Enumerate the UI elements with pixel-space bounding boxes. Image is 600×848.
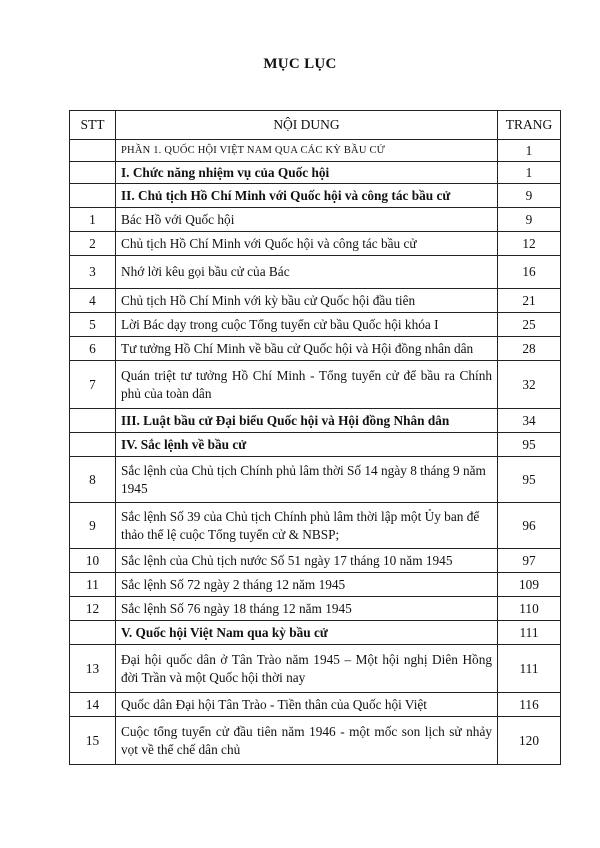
header-page: TRANG: [498, 111, 561, 140]
table-row: [70, 409, 561, 433]
row-content: Quốc dân Đại hội Tân Trào - Tiền thân của Quốc hội Việt: [116, 693, 498, 717]
row-page: 111: [498, 621, 561, 645]
row-content: IV. Sắc lệnh về bầu cử: [116, 433, 498, 457]
table-row: [70, 162, 561, 184]
row-stt: 11: [70, 573, 116, 597]
row-stt: [70, 409, 116, 433]
row-page: 120: [498, 717, 561, 765]
row-content: Sắc lệnh của Chủ tịch nước Số 51 ngày 17 tháng 10 năm 1945: [116, 549, 498, 573]
row-content: I. Chức năng nhiệm vụ của Quốc hội: [116, 162, 498, 184]
row-page: 95: [498, 433, 561, 457]
row-page: 111: [498, 645, 561, 693]
row-content: Sắc lệnh Số 39 của Chủ tịch Chính phủ lâm thời lập một Ủy ban để thảo thể lệ cuộc Tổng tuyển cử & NBSP;: [116, 503, 498, 549]
row-content: PHẦN 1. QUỐC HỘI VIỆT NAM QUA CÁC KỲ BẦU CỬ: [116, 140, 498, 162]
row-stt: 13: [70, 645, 116, 693]
row-stt: [70, 162, 116, 184]
row-content: Chủ tịch Hồ Chí Minh với kỳ bầu cử Quốc hội đầu tiên: [116, 289, 498, 313]
row-stt: [70, 433, 116, 457]
row-page: 25: [498, 313, 561, 337]
row-page: 95: [498, 457, 561, 503]
table-row: [70, 621, 561, 645]
table-row: [70, 693, 561, 717]
table-row: [70, 457, 561, 503]
row-stt: 1: [70, 208, 116, 232]
table-header-row: [70, 111, 561, 140]
table-row: [70, 597, 561, 621]
row-page: 34: [498, 409, 561, 433]
row-page: 97: [498, 549, 561, 573]
row-page: 109: [498, 573, 561, 597]
table-row: [70, 549, 561, 573]
row-stt: 5: [70, 313, 116, 337]
table-row: [70, 256, 561, 289]
row-stt: 12: [70, 597, 116, 621]
row-page: 1: [498, 162, 561, 184]
row-page: 1: [498, 140, 561, 162]
row-page: 21: [498, 289, 561, 313]
row-stt: [70, 184, 116, 208]
table-row: [70, 337, 561, 361]
table-of-contents: [69, 110, 561, 765]
row-page: 110: [498, 597, 561, 621]
row-content: Tư tưởng Hồ Chí Minh về bầu cử Quốc hội và Hội đồng nhân dân: [116, 337, 498, 361]
row-content: Nhớ lời kêu gọi bầu cử của Bác: [116, 256, 498, 289]
row-stt: 10: [70, 549, 116, 573]
table-row: [70, 184, 561, 208]
table-row: [70, 717, 561, 765]
row-page: 12: [498, 232, 561, 256]
row-page: 32: [498, 361, 561, 409]
table-row: [70, 503, 561, 549]
row-stt: [70, 140, 116, 162]
row-stt: 2: [70, 232, 116, 256]
row-content: III. Luật bầu cử Đại biểu Quốc hội và Hội đồng Nhân dân: [116, 409, 498, 433]
row-content: Sắc lệnh Số 76 ngày 18 tháng 12 năm 1945: [116, 597, 498, 621]
row-content: Chủ tịch Hồ Chí Minh với Quốc hội và công tác bầu cử: [116, 232, 498, 256]
row-page: 116: [498, 693, 561, 717]
row-stt: [70, 621, 116, 645]
table-row: [70, 208, 561, 232]
row-stt: 4: [70, 289, 116, 313]
table-row: [70, 573, 561, 597]
row-page: 9: [498, 208, 561, 232]
table-row: [70, 232, 561, 256]
row-content: Đại hội quốc dân ở Tân Trào năm 1945 – Một hội nghị Diên Hồng đời Trần và một Quốc hội thời nay: [116, 645, 498, 693]
row-content: Quán triệt tư tưởng Hồ Chí Minh - Tổng tuyển cử để bầu ra Chính phủ của toàn dân: [116, 361, 498, 409]
header-content: NỘI DUNG: [116, 111, 498, 140]
row-content: V. Quốc hội Việt Nam qua kỳ bầu cử: [116, 621, 498, 645]
header-stt: STT: [70, 111, 116, 140]
row-stt: 6: [70, 337, 116, 361]
table-row: [70, 433, 561, 457]
table-row: [70, 645, 561, 693]
row-page: 96: [498, 503, 561, 549]
row-content: Cuộc tổng tuyển cử đầu tiên năm 1946 - một mốc son lịch sử nhảy vọt về thể chế dân chủ: [116, 717, 498, 765]
table-row: [70, 313, 561, 337]
row-stt: 15: [70, 717, 116, 765]
row-stt: 3: [70, 256, 116, 289]
row-page: 16: [498, 256, 561, 289]
row-stt: 7: [70, 361, 116, 409]
row-content: Bác Hồ với Quốc hội: [116, 208, 498, 232]
table-row: [70, 361, 561, 409]
table-row: [70, 140, 561, 162]
row-content: Lời Bác dạy trong cuộc Tổng tuyển cử bầu Quốc hội khóa I: [116, 313, 498, 337]
row-content: II. Chủ tịch Hồ Chí Minh với Quốc hội và công tác bầu cử: [116, 184, 498, 208]
row-content: Sắc lệnh của Chủ tịch Chính phủ lâm thời Số 14 ngày 8 tháng 9 năm 1945: [116, 457, 498, 503]
row-stt: 9: [70, 503, 116, 549]
page-title: MỤC LỤC: [263, 56, 337, 72]
row-content: Sắc lệnh Số 72 ngày 2 tháng 12 năm 1945: [116, 573, 498, 597]
row-page: 28: [498, 337, 561, 361]
row-stt: 8: [70, 457, 116, 503]
row-page: 9: [498, 184, 561, 208]
row-stt: 14: [70, 693, 116, 717]
table-row: [70, 289, 561, 313]
